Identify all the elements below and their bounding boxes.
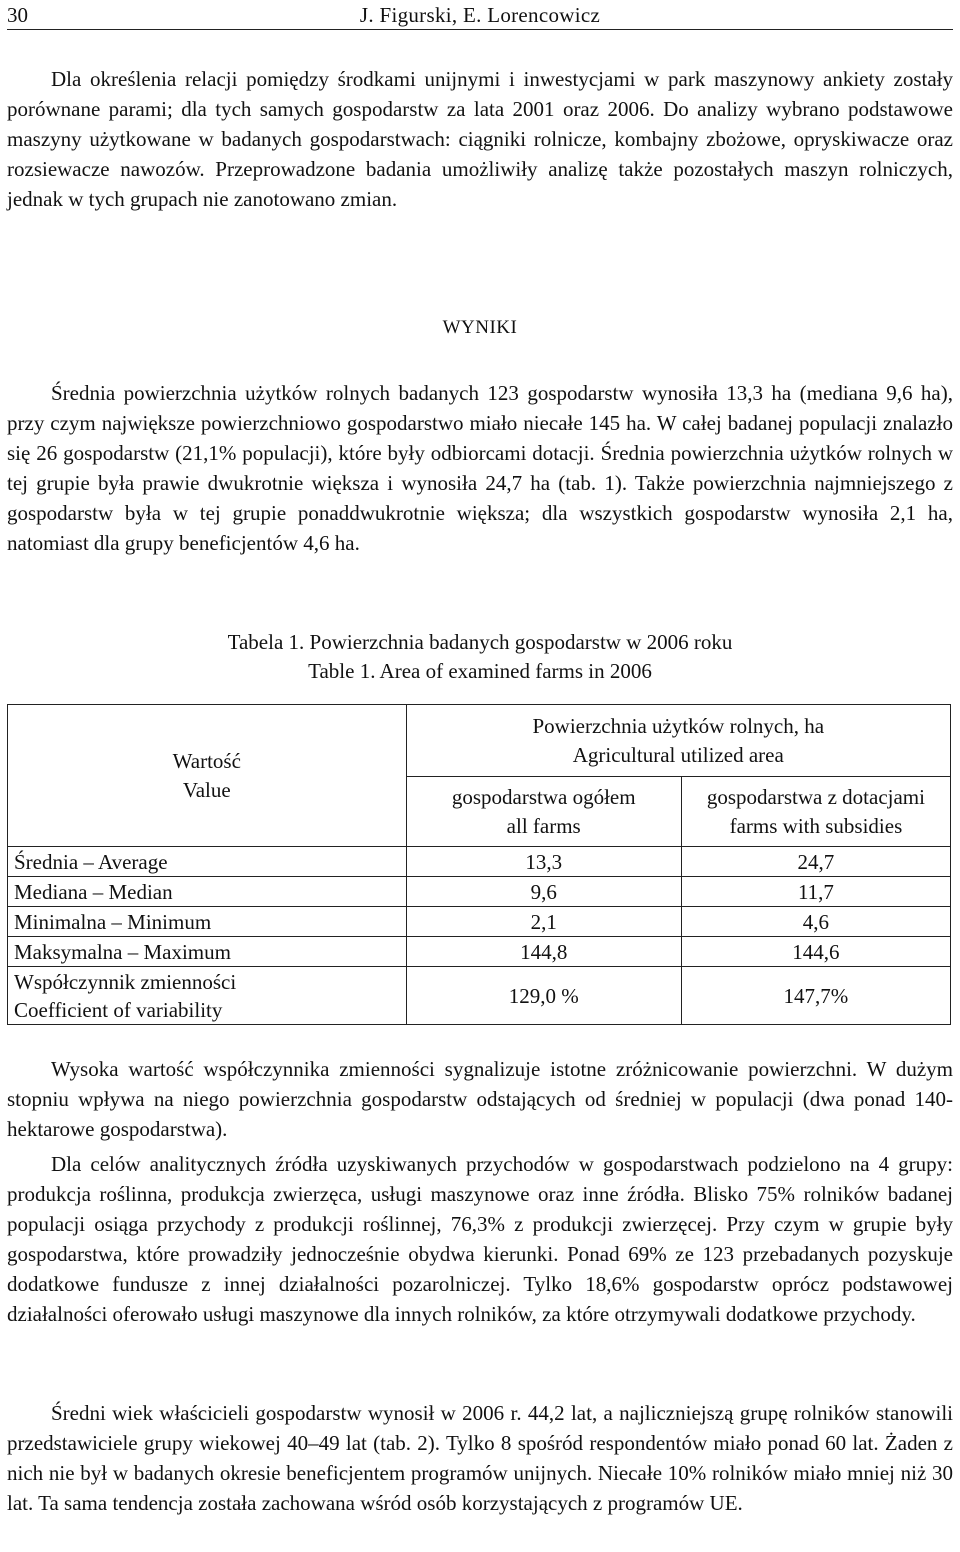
table-row-coefficient: [8, 967, 951, 1025]
cell-subsidized-farms: 144,6: [681, 937, 950, 967]
header-rule: [7, 29, 953, 30]
body-paragraph-variability: Wysoka wartość współczynnika zmienności sygnalizuje istotne zróżnicowanie powierzchni. W dużym stopniu wpływa na niego powierzchnia gospodarstw odstających od średniej w populacji (dwa ponad 140-hektarowe gospodarstwa).: [7, 1057, 953, 1141]
table-row-average: [8, 847, 951, 877]
table-row-minimum: [8, 907, 951, 937]
cell-all-farms: 2,1: [406, 907, 681, 937]
row-label-coefficient: [8, 967, 407, 1025]
row-label: Minimalna – Minimum: [8, 907, 407, 937]
cell-subsidized-farms: 147,7%: [681, 967, 950, 1025]
cell-subsidized-farms: 4,6: [681, 907, 950, 937]
row-label-en: Coefficient of variability: [14, 997, 223, 1022]
header-subsidized-farms: [681, 777, 950, 847]
section-heading: WYNIKI: [442, 317, 518, 338]
results-paragraph: Średnia powierzchnia użytków rolnych badanych 123 gospodarstw wynosiła 13,3 ha (mediana 9,6 ha), przy czym największe powierzchniowo gospodarstwo miało niecałe 145 ha. W całej badanej populacji znalazło się 26 gospodarstw (21,1% populacji), które były odbiorcami dotacji. Średnia powierzchnia użytków rolnych w tej grupie była prawie dwukrotnie większa i wynosiła 24,7 ha (tab. 1). Także powierzchnia najmniejszego z gospodarstw była w tej grupie ponaddwukrotnie większa; dla wszystkich gospodarstw wynosiła 2,1 ha, natomiast dla grupy beneficjentów 4,6 ha.: [7, 381, 953, 555]
farm-area-table: [7, 704, 951, 1025]
row-label: Średnia – Average: [8, 847, 407, 877]
cell-all-farms: 129,0 %: [406, 967, 681, 1025]
table-caption-pl: Tabela 1. Powierzchnia badanych gospodarstw w 2006 roku: [227, 630, 733, 654]
header-all-en: all farms: [506, 813, 581, 838]
body-paragraph-farmer-age: Średni wiek właścicieli gospodarstw wynosił w 2006 r. 44,2 lat, a najliczniejszą grupę rolników stanowili przedstawiciele grupy wiekowej 40–49 lat (tab. 2). Tylko 8 spośród respondentów miało ponad 60 lat. Żaden z nich nie był w badanych okresie beneficjentem programów unijnych. Niecałe 10% rolników miało mniej niż 30 lat. Ta sama tendencja została zachowana wśród osób korzystających z programów UE.: [7, 1401, 953, 1515]
page-number: 30: [7, 3, 28, 27]
header-all-pl: gospodarstwa ogółem: [451, 784, 636, 809]
header-area-en: Agricultural utilized area: [572, 742, 784, 767]
table-caption-en: Table 1. Area of examined farms in 2006: [308, 659, 652, 683]
header-area-pl: Powierzchnia użytków rolnych, ha: [532, 713, 825, 738]
cell-subsidized-farms: 11,7: [681, 877, 950, 907]
page-header: [7, 0, 953, 30]
header-sub-en: farms with subsidies: [729, 813, 903, 838]
row-label: Maksymalna – Maximum: [8, 937, 407, 967]
header-value: [8, 705, 407, 847]
cell-subsidized-farms: 24,7: [681, 847, 950, 877]
cell-all-farms: 144,8: [406, 937, 681, 967]
header-sub-pl: gospodarstwa z dotacjami: [706, 784, 925, 809]
cell-all-farms: 9,6: [406, 877, 681, 907]
header-area: [406, 705, 950, 777]
intro-paragraph: Dla określenia relacji pomiędzy środkami unijnymi i inwestycjami w park maszynowy ankiety zostały porównane parami; dla tych samych gospodarstw za lata 2001 oraz 2006. Do analizy wybrano podstawowe maszyny użytkowane w badanych gospodarstwach: ciągniki rolnicze, kombajny zbożowe, opryskiwacze oraz rozsiewacze nawozów. Przeprowadzone badania umożliwiły analizę także pozostałych maszyn rolniczych, jednak w tych grupach nie zanotowano zmian.: [7, 67, 953, 211]
table-row-median: [8, 877, 951, 907]
row-label-pl: Współczynnik zmienności: [14, 969, 237, 994]
header-all-farms: [406, 777, 681, 847]
cell-all-farms: 13,3: [406, 847, 681, 877]
header-value-pl: Wartość: [172, 748, 241, 773]
row-label: Mediana – Median: [8, 877, 407, 907]
header-value-en: Value: [182, 777, 231, 802]
running-title: J. Figurski, E. Lorencowicz: [359, 3, 601, 27]
table-row-maximum: [8, 937, 951, 967]
body-paragraph-income-sources: Dla celów analitycznych źródła uzyskiwanych przychodów w gospodarstwach podzielono na 4 grupy: produkcja roślinna, produkcja zwierzęca, usługi maszynowe oraz inne źródła. Blisko 75% rolników badanej populacji osiąga przychody z produkcji roślinnej, 76,3% z produkcji zwierzęcej. Przy czym w grupie były gospodarstwa, które prowadziły jednocześnie obydwa kierunki. Ponad 69% ze 123 przebadanych pozyskuje dodatkowe fundusze z innej działalności pozarolniczej. Tylko 18,6% gospodarstw oprócz podstawowej działalności oferowało usługi maszynowe dla innych rolników, za które otrzymywali dodatkowe przychody.: [7, 1152, 953, 1326]
